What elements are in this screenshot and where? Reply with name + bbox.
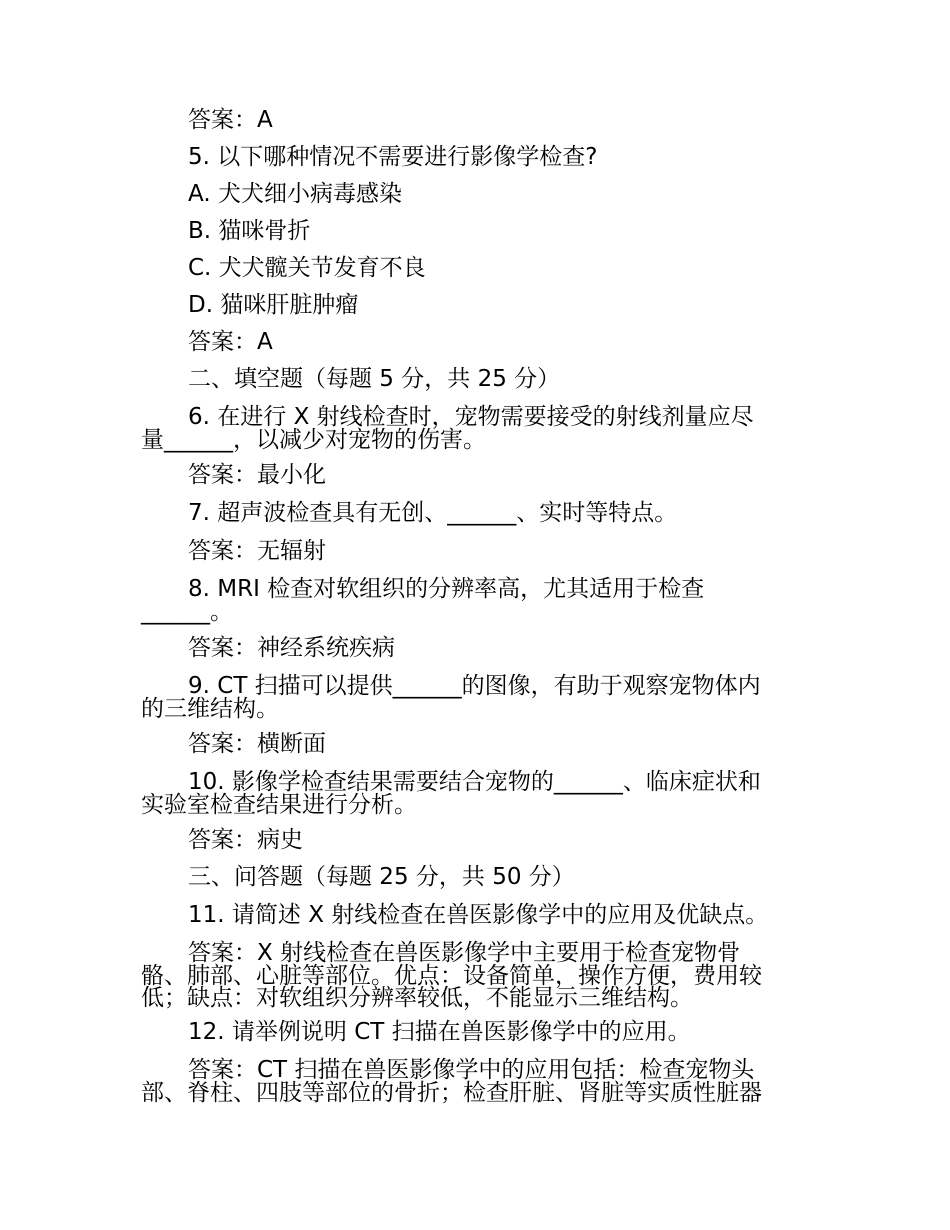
question-6: 6. 在进行 X 射线检查时，宠物需要接受的射线剂量应尽 [188,404,754,430]
question-7: 7. 超声波检查具有无创、______、实时等特点。 [188,500,678,526]
option-d: D. 猫咪肝脏肿瘤 [188,292,359,318]
question-9-cont: 的三维结构。 [141,696,279,722]
answer-12-cont: 部、脊柱、四肢等部位的骨折；检查肝脏、肾脏等实质性脏器 [141,1080,762,1106]
question-8: 8. MRI 检查对软组织的分辨率高，尤其适用于检查 [188,576,705,602]
answer-line: 答案：最小化 [188,462,326,488]
answer-11-cont: 低；缺点：对软组织分辨率较低，不能显示三维结构。 [141,985,693,1011]
option-a: A. 犬犬细小病毒感染 [188,181,402,207]
question-9: 9. CT 扫描可以提供______的图像，有助于观察宠物体内 [188,673,761,699]
answer-line: 答案：横断面 [188,731,326,757]
option-b: B. 猫咪骨折 [188,218,311,244]
answer-line: 答案：A [188,107,273,133]
question-10-cont: 实验室检查结果进行分析。 [141,792,417,818]
question-12: 12. 请举例说明 CT 扫描在兽医影像学中的应用。 [188,1019,691,1045]
answer-line: 答案：A [188,329,273,355]
option-c: C. 犬犬髋关节发育不良 [188,255,426,281]
question-5: 5. 以下哪种情况不需要进行影像学检查? [188,144,598,170]
question-8-cont: ______。 [141,599,233,625]
answer-12: 答案：CT 扫描在兽医影像学中的应用包括：检查宠物头 [188,1057,755,1083]
section-heading-fill: 二、填空题（每题 5 分，共 25 分） [188,366,561,392]
question-11: 11. 请简述 X 射线检查在兽医影像学中的应用及优缺点。 [188,902,769,928]
question-10: 10. 影像学检查结果需要结合宠物的______、临床症状和 [188,769,761,795]
answer-line: 答案：病史 [188,827,303,853]
question-6-cont: 量______，以减少对宠物的伤害。 [141,427,486,453]
answer-11: 答案：X 射线检查在兽医影像学中主要用于检查宠物骨 [188,940,741,966]
answer-line: 答案：神经系统疾病 [188,635,395,661]
answer-line: 答案：无辐射 [188,538,326,564]
section-heading-qa: 三、问答题（每题 25 分，共 50 分） [188,864,575,890]
answer-11-cont: 骼、肺部、心脏等部位。优点：设备简单，操作方便，费用较 [141,963,762,989]
